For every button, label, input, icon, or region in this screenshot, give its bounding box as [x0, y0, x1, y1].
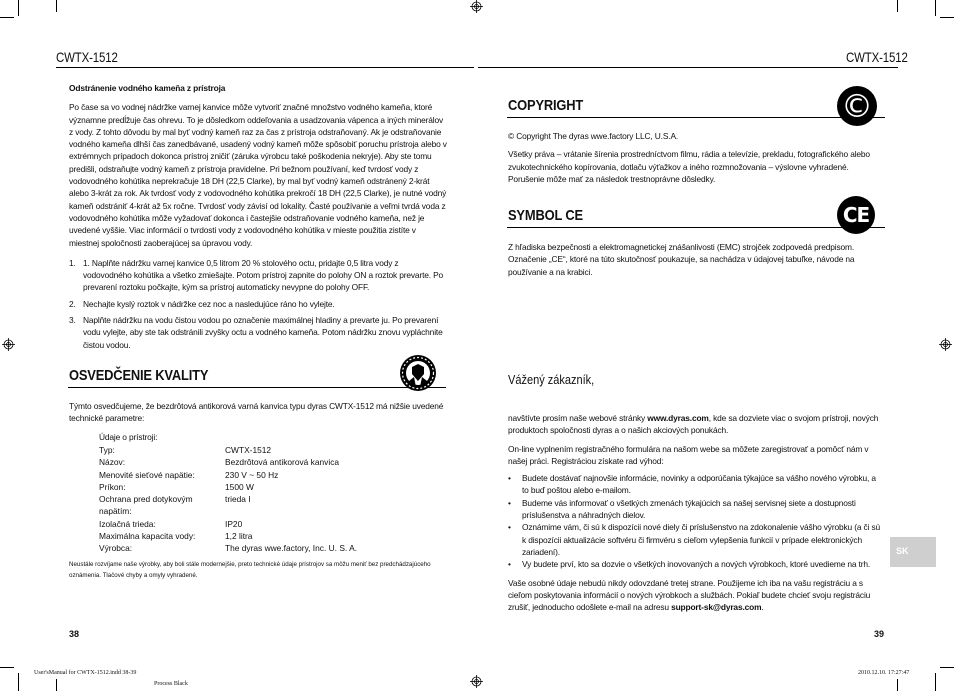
registration-mark-icon: [470, 0, 483, 13]
table-row: Ochrana pred dotykovým napätím: trieda I: [99, 494, 251, 517]
registration-text: navštívte prosím naše webové stránky www.dyras.com, kde sa dozviete viac o svojom prístroji, nových produktoch spoločnosti dyras a o našich akciových ponukách. On-line vyplnením registračného formulára na našom webe sa môžete zaregistrovať a pomôcť nám v našej práci. Registráciou získate rad výhod: • Budete dostávať najnovšie informácie, novinky a odporúčania týkajúce sa vášho nového výrobku, a to buď poštou alebo e-mailom. • Budeme vás informovať o všetkých zmenách týkajúcich sa našej servisnej siete a dostupnosti príslušenstva a náhradných dielov. • Oznámime vám, či sú k dispozícii nové diely či príslušenstvo na zdokonalenie vášho výrobku (a či sú k dispozícii aktualizácie softvéru či firmvéru s cieľom vylepšenia funkcií v prípade elektronických zariadení). • Vy budete prví, kto sa dozvie o všetkých inovovaných a nových výrobkoch, ktoré uvedieme na trh. Vaše osobné údaje nebudú nikdy odovzdané tretej strane. Použijeme ich iba na vašu registráciu a s cieľom poskytovania informácií o nových výrobkoch a službách. Pokiaľ budete chcieť svoju registráciu zrušiť, jednoducho odošlete e-mail na adresu support-sk@dyras.com.: [508, 412, 884, 613]
descale-steps: [69, 257, 447, 351]
table-row: Maximálna kapacita vody: 1,2 litra: [99, 531, 253, 542]
crop-mark: [897, 0, 898, 12]
page-number-right: 39: [874, 629, 885, 639]
footnote: Neustále rozvíjame naše výrobky, aby boli stále modernejšie, preto technické údaje prístrojov sa môžu meniť bez predchádzajúceho oznámenia. Tlačové chyby a omyly vyhradené.: [69, 561, 431, 579]
table-row: Názov: Bezdrôtová antikorová kanvica: [99, 457, 340, 468]
table-row: Izolačná trieda: IP20: [99, 518, 243, 529]
crop-mark: [18, 0, 19, 16]
table-row: Príkon: 1500 W: [99, 481, 254, 492]
table-row: Typ: CWTX-1512: [99, 445, 272, 455]
greeting: Vážený zákazník,: [508, 373, 595, 387]
copyright-text: © Copyright The dyras wwe.factory LLC, U.S.A. Všetky práva – vrátanie šírenia prostredníctvom filmu, rádia a televízie, prekladu, fotografického alebo zvukotechnického kopírovania, dotlaču výťažkov a iného rozmnožovania – výslovne vyhradené. Porušenie môže mať za následok trestnoprávne dôsledky.: [508, 131, 870, 184]
ce-paragraph: Z hľadiska bezpečnosti a elektromagnetickej znášanlivosti (EMC) strojček zodpovedá predpisom. Označenie „CE“, ktoré na túto skutočnosť poukazuje, sa nachádza v údajovej tabuľke, návode na používanie a na krabici.: [508, 242, 855, 277]
ce-mark-icon: CE: [837, 196, 875, 234]
quality-title: OSVEDČENIE KVALITY: [69, 367, 209, 384]
spec-table: [99, 444, 357, 555]
crop-mark: [0, 667, 14, 668]
page-number-left: 38: [69, 629, 80, 639]
list-item: • Budeme vás informovať o všetkých zmenách týkajúcich sa našej servisnej siete a dostupnosti príslušenstva a náhradných dielov.: [508, 497, 884, 522]
ce-rule: [507, 227, 885, 228]
list-item: • Vy budete prví, kto sa dozvie o všetkých inovovaných a nových výrobkoch, ktoré uvedieme na trh.: [508, 558, 884, 570]
quality-paragraph: Týmto osvedčujeme, že bezdrôtová antikorová varná kanvica typu dyras CWTX-1512 má nižšie uvedené technické parametre:: [69, 401, 444, 424]
right-model-header: CWTX-1512: [846, 49, 908, 65]
left-model-header: CWTX-1512: [56, 49, 118, 65]
registration-mark-icon: [939, 338, 952, 351]
crop-mark: [940, 17, 954, 18]
slug-datetime: 2010.12.10. 17:27:47: [858, 670, 910, 676]
list-item: 2. Nechajte kyslý roztok v nádržke cez noc a nasledujúce ráno ho vylejte.: [69, 298, 335, 309]
left-header-rule: [56, 67, 474, 68]
quality-rule: [68, 387, 446, 388]
spec-heading: Údaje o prístroji:: [99, 432, 158, 442]
crop-mark: [897, 679, 898, 691]
copyright-rule: [507, 117, 885, 118]
crop-mark: [0, 17, 14, 18]
left-page-content: [69, 82, 447, 355]
list-item: 1. 1. Naplňte nádržku varnej kanvice 0,5 litrom 20 % stolového octu, pridajte 0,5 litra vody z vodovodného kohútika a všetko zmiešajte. Potom prístroj zapnite do polohy ON a roztok prevarte. Po prevarení roztoku počkajte, kým sa prístroj automaticky nevypne do polohy OFF.: [69, 257, 444, 293]
list-item: • Budete dostávať najnovšie informácie, novinky a odporúčania týkajúce sa vášho nového výrobku, a to buď poštou alebo e-mailom.: [508, 472, 884, 497]
descale-title: Odstránenie vodného kameňa z prístroja: [69, 83, 226, 93]
ce-title: SYMBOL CE: [508, 207, 583, 224]
list-item: 3. Naplňte nádržku na vodu čistou vodou po označenie maximálnej hladiny a prevarte ju. Po prevarení vodu vylejte, aby ste tak odstránili zvyšky octu a vodného kameňa. Potom nádržku znovu vypláchnite čistou vodou.: [69, 315, 443, 350]
crop-mark: [940, 667, 954, 668]
slug-filename: User'sManual for CWTX-1512.indd 38-39: [34, 670, 137, 676]
dyras-website-link[interactable]: www.dyras.com: [647, 413, 709, 423]
right-header-rule: [478, 67, 898, 68]
registration-mark-icon: [470, 675, 483, 688]
crop-mark: [56, 679, 57, 691]
crop-mark: [935, 0, 936, 16]
language-tab: SK: [890, 537, 936, 567]
slug-process: Process Black: [154, 681, 188, 687]
crop-mark: [935, 673, 936, 691]
table-row: Menovité sieťové napätie: 230 V ~ 50 Hz: [99, 469, 279, 480]
quality-seal-icon: [398, 353, 438, 393]
copyright-icon: ©: [837, 86, 877, 126]
copyright-title: COPYRIGHT: [508, 97, 584, 114]
table-row: Výrobca: The dyras wwe.factory, Inc. U. S. A.: [99, 543, 358, 554]
support-email-link[interactable]: support-sk@dyras.com: [671, 602, 762, 613]
crop-mark: [56, 0, 57, 12]
benefits-list: [508, 472, 884, 570]
registration-mark-icon: [2, 338, 15, 351]
list-item: • Oznámime vám, či sú k dispozícii nové diely či príslušenstvo na zdokonalenie vášho výrobku (a či sú k dispozícii aktualizácie softvéru či firmvéru s cieľom vylepšenia funkcií v prípade elektronických zariadení).: [508, 521, 884, 558]
descale-paragraph: Po čase sa vo vodnej nádržke varnej kanvice môže vytvoriť značné množstvo vodného kameňa, ktoré významne predĺžuje čas ohrevu. To je dôsledkom oddeľovania a usadzovania vápenca a iných minerálov z vody. Z tohto dôvodu by mal byť vodný kameň raz za čas z prístroja odstraňovaný. Ak je odstraňovanie vodného kameňa dlhší čas zanedbávané, usadený vodný kameň môže spôsobiť poruchu prístroja alebo v extrémnych prípadoch dokonca prístroj zničiť (záruka výrobcu také poškodenia nekryje). Aby ste tomu predišli, odstraňujte vodný kameň z prístroja pravidelne. Pri bežnom používaní, keď tvrdosť vody z vodovodného kohútika neprekračuje 18 DH (22,5 Clarke), by mal byť vodný kameň odstránený 2-krát alebo 3-krát za rok. Ak tvrdosť vody z vodovodného kohútika prekročí 18 DH (22,5 Clarke), je nutné vodný kameň odstrániť 4-krát až 5x ročne. Tvrdosť vody závisí od lokality. Časté používanie a veľmi tvrdá voda z vodovodného kohútika môže vyžadovať dokonca i častejšie odstraňovanie vodného kameňa, než je uvedené vyššie. Viac informácií o tvrdosti vody z vodovodného kohútika v mieste použitia zistíte v miestnej spoločnosti zaoberajúcej sa úpravou vody.: [69, 102, 447, 248]
crop-mark: [18, 673, 19, 691]
